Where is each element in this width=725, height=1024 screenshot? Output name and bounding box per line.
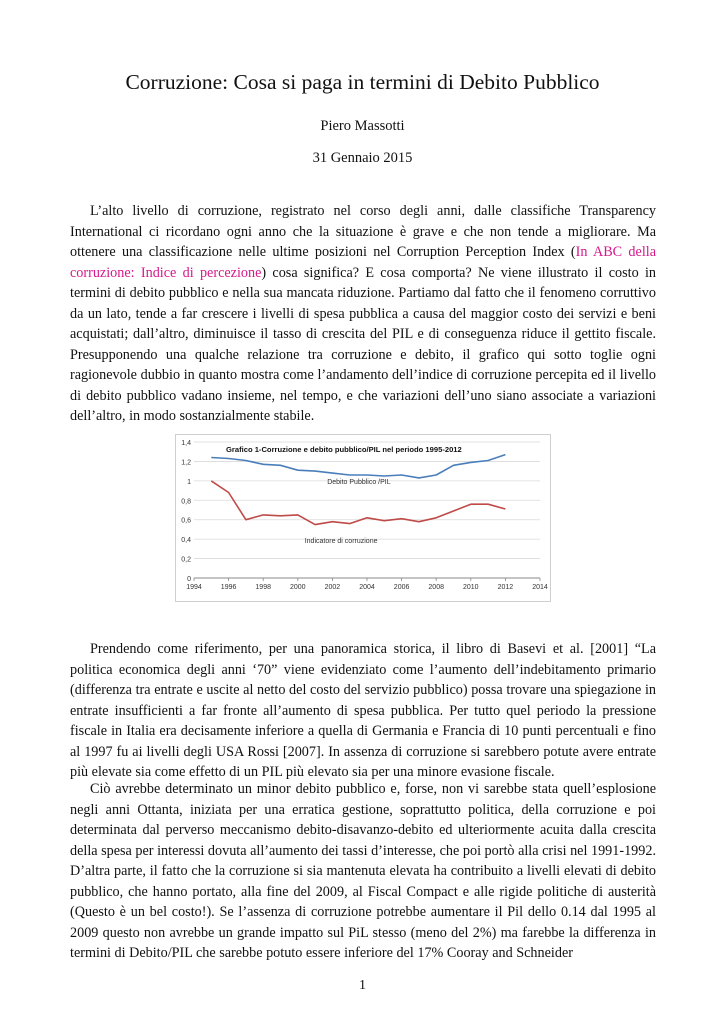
- chart-axes: [194, 578, 540, 581]
- x-tick-label: 2010: [463, 584, 479, 591]
- x-tick-label: 2000: [290, 584, 306, 591]
- paragraph-intro: [70, 201, 656, 427]
- y-tick-label: 0,4: [181, 537, 191, 545]
- paragraph-history: Prendendo come riferimento, per una panoramica storica, il libro di Basevi et al. [2001] “La politica economica degli anni ‘70” viene evidenziato come l’aumento dell’indebitamento primario (differenza tra entrate e uscite al netto del costo del servizio pubblico) possa trovare una spiegazione in entrate insufficienti a far fronte all’aumento di spesa pubblica. Per tutto quel periodo la pressione fiscale in Italia era decisamente inferiore a quella di Germania e Francia di 10 punti percentuali e fino al 1997 fu ai livelli degli USA Rossi [2007]. In assenza di corruzione si sarebbero potute avere entrate più elevate sia come effetto di un PIL più elevato sia per una minore evasione fiscale.: [70, 641, 656, 780]
- x-tick-label: 1998: [255, 584, 271, 591]
- x-tick-label: 2012: [497, 584, 514, 591]
- x-tick-label: 2004: [359, 584, 375, 591]
- y-tick-label: 0,2: [181, 556, 191, 564]
- y-tick-label: 0: [187, 576, 191, 583]
- y-tick-label: 0,8: [181, 498, 191, 506]
- x-tick-label: 1996: [220, 584, 237, 591]
- publication-date: 31 Gennaio 2015: [312, 150, 413, 166]
- paragraph-consequences: Ciò avrebbe determinato un minor debito pubblico e, forse, non vi sarebbe stata quell’esplosione negli anni Ottanta, iniziata per una erratica gestione, soprattutto politica, della corruzione e poi determinata dal perverso meccanismo debito-disavanzo-debito ed ulteriormente acuita dalla crescita della spesa per interessi dovuta all’aumento dei tassi d’interesse, che poi portò alla crisi nel 1991-1992. D’altra parte, il fatto che la corruzione si sia mantenuta elevata ha contribuito a livelli elevati di debito pubblico, che hanno portato, alla fine del 2009, al Fiscal Compact e alle rigide politiche di austerità (Questo è un bel costo!). Se l’assenza di corruzione potrebbe aumentare il Pil dello 0.14 dal 1995 al 2009 questo non avrebbe un grande impatto sul PiL stesso (meno del 2%) ma farebbe la differenza in termini di Debito/PIL che sarebbe potuto essere inferiore del 17% Cooray and Schneider: [70, 781, 656, 961]
- author-name: Piero Massotti: [320, 118, 405, 134]
- debt-series-line: [211, 455, 505, 478]
- chart-grid: [194, 442, 540, 578]
- corruption-series-line: [211, 478, 505, 525]
- x-tick-label: 2014: [532, 584, 548, 591]
- y-tick-label: 1: [187, 478, 191, 486]
- y-tick-label: 1,4: [181, 440, 191, 447]
- y-tick-label: 1,2: [181, 459, 191, 467]
- line-chart: [176, 435, 550, 601]
- x-tick-label: 2002: [324, 584, 341, 591]
- x-tick-label: 1994: [186, 584, 202, 591]
- y-tick-label: 0,6: [181, 517, 191, 525]
- paper-title: Corruzione: Cosa si paga in termini di Debito Pubblico: [125, 70, 600, 94]
- page-number: 1: [359, 978, 366, 993]
- x-tick-label: 2006: [393, 584, 410, 591]
- chart-figure: [175, 434, 551, 602]
- paragraph-intro-text-start: L’alto livello di corruzione, registrato nel corso degli anni, dalle classifiche Transparency International ci ricordano ogni anno che la situazione è grave e che non tende a migliorare. Ma ottenere una classificazione nelle ultime posizioni nel Corruption Perception Index (: [70, 203, 656, 260]
- x-tick-label: 2008: [428, 584, 444, 591]
- corruption-series-label: Indicatore di corruzione: [304, 538, 378, 546]
- debt-series-label: Debito Pubblico /PIL: [327, 478, 391, 486]
- chart-series: [211, 455, 505, 525]
- chart-labels: [181, 440, 548, 591]
- chart-title: Grafico 1-Corruzione e debito pubblico/PIL nel periodo 1995-2012: [226, 445, 462, 454]
- paragraph-intro-text-end: ) cosa significa? E cosa comporta? Ne viene illustrato il costo in termini di debito pubblico e nella sua mancata riduzione. Partiamo dal fatto che il fenomeno corruttivo da un lato, tende a far crescere i livelli di spesa pubblica a causa del maggior costo dei servizi e beni acquistati; dall’altro, diminuisce il tasso di crescita del PIL e di conseguenza riduce il gettito fiscale. Presupponendo una qualche relazione tra corruzione e debito, il grafico qui sotto toglie ogni ragionevole dubbio in quanto mostra come l’andamento dell’indice di corruzione percepita ed il livello di debito pubblico vadano insieme, nel tempo, e che variazioni dell’uno siano associate a variazioni dell’altro, in modo sostanzialmente stabile.: [70, 264, 656, 424]
- cpi-link[interactable]: In ABC della corruzione: Indice di percezione: [70, 244, 657, 281]
